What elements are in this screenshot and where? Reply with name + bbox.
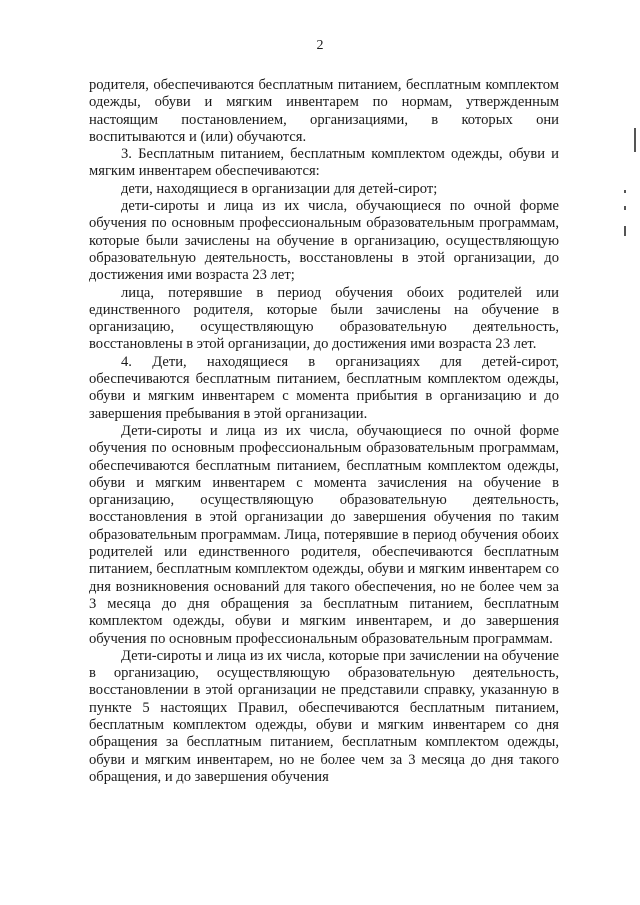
document-body [89,77,559,786]
scan-margin-mark [624,226,626,236]
paragraph-clause-3: 3. Бесплатным питанием, бесплатным комплектом одежды, обуви и мягким инвентарем обеспечиваются: [89,146,559,180]
scan-margin-mark [634,128,636,152]
paragraph-clause-4: 4. Дети, находящиеся в организациях для детей-сирот, обеспечиваются бесплатным питанием, бесплатным комплектом одежды, обуви и мягким инвентарем с момента прибытия в организацию и до завершения пребывания в этой организации. [89,353,559,422]
paragraph-list-item-3: лица, потерявшие в период обучения обоих родителей или единственного родителя, которые были зачислены на обучение в организацию, осуществляющую образовательную деятельность, восстановлены в этой организации, до достижения ими возраста 23 лет. [89,284,559,353]
scan-margin-mark [624,206,626,210]
paragraph-list-item-1: дети, находящиеся в организации для детей-сирот; [121,180,438,197]
paragraph-list-item-2: дети-сироты и лица из их числа, обучающиеся по очной форме обучения по основным профессиональным образовательным программам, которые были зачислены на обучение в организацию, осуществляющую образовательную деятельность, восстановлены в этой организации, до достижения ими возраста 23 лет; [89,198,559,284]
paragraph-clause-4-no-certificate: Дети-сироты и лица из их числа, которые при зачислении на обучение в организацию, осуществляющую образовательную деятельность, восстановлении в этой организации не представили справку, указанную в пункте 5 настоящих Правил, обеспечиваются бесплатным питанием, бесплатным комплектом одежды, обуви и мягким инвентарем со дня обращения за бесплатным питанием, бесплатным комплектом одежды, обуви и мягким инвентарем, но не более чем за 3 месяца до дня такого обращения, и до завершения обучения [89,647,559,785]
scan-margin-mark [624,190,626,193]
paragraph-continuation: родителя, обеспечиваются бесплатным питанием, бесплатным комплектом одежды, обуви и мягким инвентарем по нормам, утвержденным настоящим постановлением, организациями, в которых они воспитываются и (или) обучаются. [89,77,559,145]
page-number: 2 [316,38,324,53]
paragraph-clause-4-orphans: Дети-сироты и лица из их числа, обучающиеся по очной форме обучения по основным профессиональным образовательным программам, обеспечиваются бесплатным питанием, бесплатным комплектом одежды, обуви и мягким инвентарем с момента зачисления на обучение в организацию, осуществляющую образовательную деятельность, восстановления в этой организации до завершения обучения по таким образовательным программам. Лица, потерявшие в период обучения обоих родителей или единственного родителя, обеспечиваются бесплатным питанием, бесплатным комплектом одежды, обуви и мягким инвентарем со дня возникновения оснований для такого обеспечения, но не более чем за 3 месяца до дня обращения за бесплатным питанием, бесплатным комплектом одежды, обуви и мягким инвентарем, и до завершения обучения по основным профессиональным образовательным программам. [89,422,559,647]
